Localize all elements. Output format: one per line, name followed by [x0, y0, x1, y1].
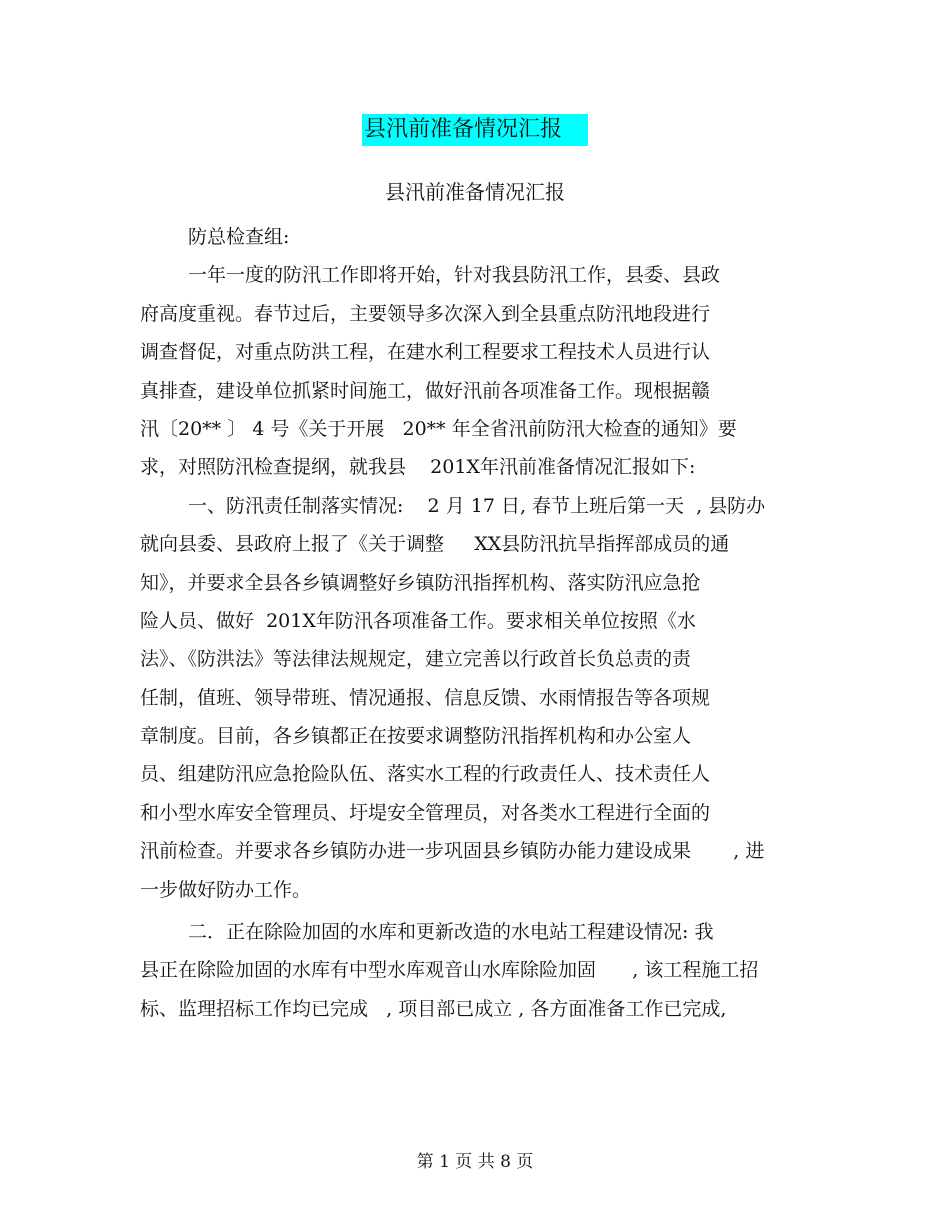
paragraph-line: 标、监理招标工作均已完成 , 项目部已成立 , 各方面准备工作已完成,	[140, 997, 727, 1020]
paragraph-line: 章制度。目前，各乡镇都正在按要求调整防汛指挥机构和办公室人	[140, 725, 692, 748]
paragraph-line: 法》、《防洪法》等法律法规规定，建立完善以行政首长负总责的责	[140, 648, 692, 671]
paragraph-line: 一、防汛责任制落实情况: 2 月 17 日, 春节上班后第一天 , 县防办	[188, 494, 766, 517]
page-footer: 第 1 页 共 8 页	[416, 1152, 534, 1172]
paragraph-line: 府高度重视。春节过后，主要领导多次深入到全县重点防汛地段进行	[140, 302, 711, 325]
paragraph-line: 汛〔20** 〕 4 号《关于开展 20** 年全省汛前防汛大检查的通知》要	[140, 417, 737, 440]
paragraph-line: 一年一度的防汛工作即将开始，针对我县防汛工作，县委、县政	[188, 264, 721, 287]
paragraph-line: 真排查，建设单位抓紧时间施工，做好汛前各项准备工作。现根据赣	[140, 379, 711, 402]
paragraph-line: 调查督促，对重点防洪工程，在建水利工程要求工程技术人员进行认	[140, 341, 711, 364]
salutation: 防总检查组:	[188, 226, 290, 248]
paragraph-line: 县正在除险加固的水库有中型水库观音山水库除险加固 , 该工程施工招	[140, 959, 759, 982]
paragraph-line: 求，对照防汛检查提纲，就我县 201X年汛前准备情况汇报如下:	[140, 456, 696, 479]
paragraph-line: 险人员、做好 201X年防汛各项准备工作。要求相关单位按照《水	[140, 609, 696, 632]
document-subtitle: 县汛前准备情况汇报	[385, 180, 565, 204]
document-body	[140, 218, 810, 1028]
paragraph-line: 员、组建防汛应急抢险队伍、落实水工程的行政责任人、技术责任人	[140, 763, 711, 786]
paragraph-line: 就向县委、县政府上报了《关于调整 XX县防汛抗旱指挥部成员的通	[140, 533, 730, 556]
document-title: 县汛前准备情况汇报	[362, 114, 588, 146]
paragraph-line: 任制，值班、领导带班、情况通报、信息反馈、水雨情报告等各项规	[140, 686, 711, 709]
paragraph-line: 汛前检查。并要求各乡镇防办进一步巩固县乡镇防办能力建设成果 , 进	[140, 840, 765, 863]
paragraph-line: 一步做好防办工作。	[140, 878, 312, 901]
paragraph-line: 二．正在除险加固的水库和更新改造的水电站工程建设情况: 我	[188, 921, 714, 944]
title-block	[0, 114, 950, 146]
paragraph-line: 知》，并要求全县各乡镇调整好乡镇防汛指挥机构、落实防汛应急抢	[140, 571, 701, 594]
paragraph-line: 和小型水库安全管理员、圩堤安全管理员，对各类水工程进行全面的	[140, 801, 711, 824]
